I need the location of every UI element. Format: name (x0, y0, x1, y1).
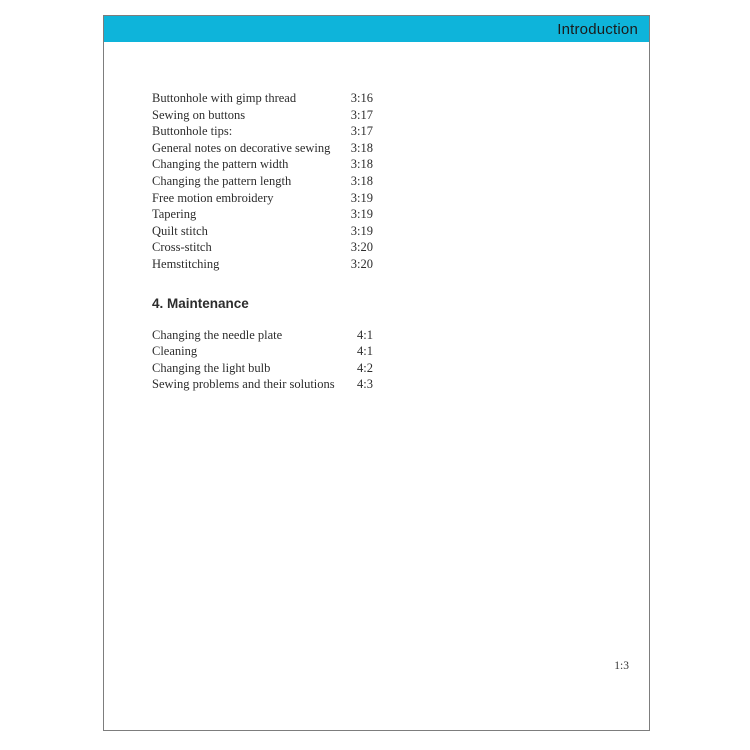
toc-entry-label: General notes on decorative sewing (152, 140, 331, 155)
toc-entry-page: 3:19 (350, 190, 373, 205)
toc-entry-page: 3:18 (350, 157, 373, 172)
toc-entry-page: 3:18 (350, 173, 373, 188)
toc-section-1 (152, 90, 373, 273)
toc-entry-label: Quilt stitch (152, 223, 208, 238)
page-content (104, 42, 649, 393)
toc-entry-label: Cleaning (152, 344, 198, 359)
toc-entry-page: 3:17 (350, 124, 373, 139)
toc-entry-label: Changing the needle plate (152, 327, 283, 342)
toc-entry (152, 90, 373, 107)
toc-entry-page: 3:19 (350, 223, 373, 238)
toc-entry-label: Tapering (152, 207, 197, 222)
footer-page-number: 1:3 (614, 660, 629, 672)
toc-entry-page: 3:17 (350, 107, 373, 122)
toc-entry-page: 3:16 (350, 91, 373, 105)
section-heading-maintenance: 4. Maintenance (152, 295, 249, 311)
toc-entry-label: Changing the pattern length (152, 173, 292, 188)
toc-entry (152, 173, 373, 190)
toc-entry (152, 376, 373, 393)
toc-entry-page: 3:18 (350, 140, 373, 155)
toc-entry-page: 3:20 (350, 256, 373, 271)
toc-entry-page: 4:3 (357, 377, 373, 392)
toc-entry-label: Free motion embroidery (152, 190, 274, 205)
toc-entry-page: 4:1 (357, 344, 373, 359)
toc-entry (152, 239, 373, 256)
toc-entry (152, 206, 373, 223)
toc-entry-label: Buttonhole tips: (152, 124, 233, 139)
document-page (103, 15, 650, 731)
toc-entry-page: 4:2 (357, 360, 373, 375)
toc-entry-page: 3:20 (350, 240, 373, 255)
header-title: Introduction (557, 20, 638, 38)
toc-entry-label: Sewing on buttons (152, 107, 246, 122)
toc-entry (152, 360, 373, 377)
toc-entry (152, 327, 373, 344)
toc-entry-label: Cross-stitch (152, 240, 212, 255)
toc-entry-label: Changing the light bulb (152, 360, 271, 375)
toc-entry (152, 223, 373, 240)
toc-entry (152, 343, 373, 360)
toc-entry (152, 123, 373, 140)
toc-entry (152, 256, 373, 273)
toc-entry-page: 4:1 (357, 327, 373, 342)
toc-entry-label: Hemstitching (152, 256, 220, 271)
toc-entry-page: 3:19 (350, 207, 373, 222)
toc-section-2 (152, 327, 373, 393)
toc-entry-label: Changing the pattern width (152, 157, 289, 172)
toc-entry (152, 190, 373, 207)
toc-entry (152, 156, 373, 173)
header-bar (104, 16, 649, 42)
toc-entry-label: Sewing problems and their solutions (152, 377, 335, 392)
toc-entry-label: Buttonhole with gimp thread (152, 91, 297, 105)
toc-entry (152, 107, 373, 124)
toc-entry (152, 140, 373, 157)
